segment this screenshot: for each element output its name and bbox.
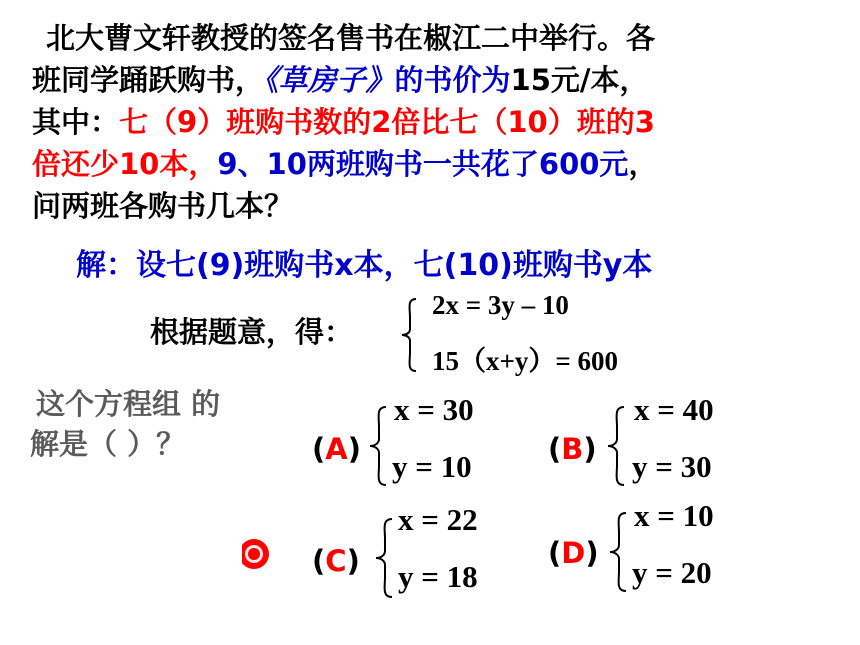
option-d-letter: D [561,536,586,570]
option-c-letter: C [325,544,347,578]
option-a-y: y = 10 [392,449,472,484]
option-d-x: x = 10 [634,498,714,533]
problem-line-4-comma: ， [628,147,658,181]
problem-line-3-prefix: 其中： [32,105,120,139]
problem-line-4-total: 9、10两班购书一共花了600元 [217,147,629,181]
equation-1: 2x = 3y – 10 [432,290,569,320]
problem-line-3-condition: 七（9）班购书数的2倍比七（10）班的3 [119,105,655,139]
problem-line-3 [32,102,655,142]
option-b-y: y = 30 [632,449,712,484]
option-b-x: x = 40 [634,392,714,427]
book-title: 《草房子》 [264,63,395,97]
option-b-letter: B [561,432,584,466]
option-d-label[interactable]: (D) [548,536,599,570]
problem-line-2-price: 15元/本， [510,63,649,97]
option-d-brace-icon [606,510,632,594]
question-line-2: 解是（ ）？ [30,427,186,461]
problem-line-2-text: 班同学踊跃购书， [32,63,265,97]
system-brace-icon [398,296,422,374]
problem-line-1: 北大曹文轩教授的签名售书在椒江二中举行。各 [46,21,656,55]
basis-label: 根据题意，得： [150,315,354,349]
option-c-brace-icon [372,516,398,600]
option-b-brace-icon [604,404,630,488]
option-c-x: x = 22 [398,502,478,537]
option-a-x: x = 30 [394,392,474,427]
solution-line: 解：设七(9)班购书x本，七(10)班购书y本 [76,248,653,283]
question-line-1: 这个方程组 的 [36,387,221,421]
option-a-letter: A [325,432,348,466]
option-c-y: y = 18 [398,559,478,594]
problem-line-2-price-label: 的书价为 [394,63,511,97]
option-d-y: y = 20 [632,555,712,590]
equation-2: 15（x+y）= 600 [432,346,619,376]
option-a-brace-icon [366,404,392,488]
problem-line-4 [32,144,657,184]
problem-line-4-condition: 倍还少10本， [32,147,218,181]
option-a-label[interactable]: (A) [312,432,361,466]
problem-line-2 [32,60,649,100]
answer-badge-icon [242,534,274,574]
option-b-label[interactable]: (B) [548,432,597,466]
option-c-label[interactable]: (C) [312,544,360,578]
problem-line-5: 问两班各购书几本？ [32,189,294,223]
